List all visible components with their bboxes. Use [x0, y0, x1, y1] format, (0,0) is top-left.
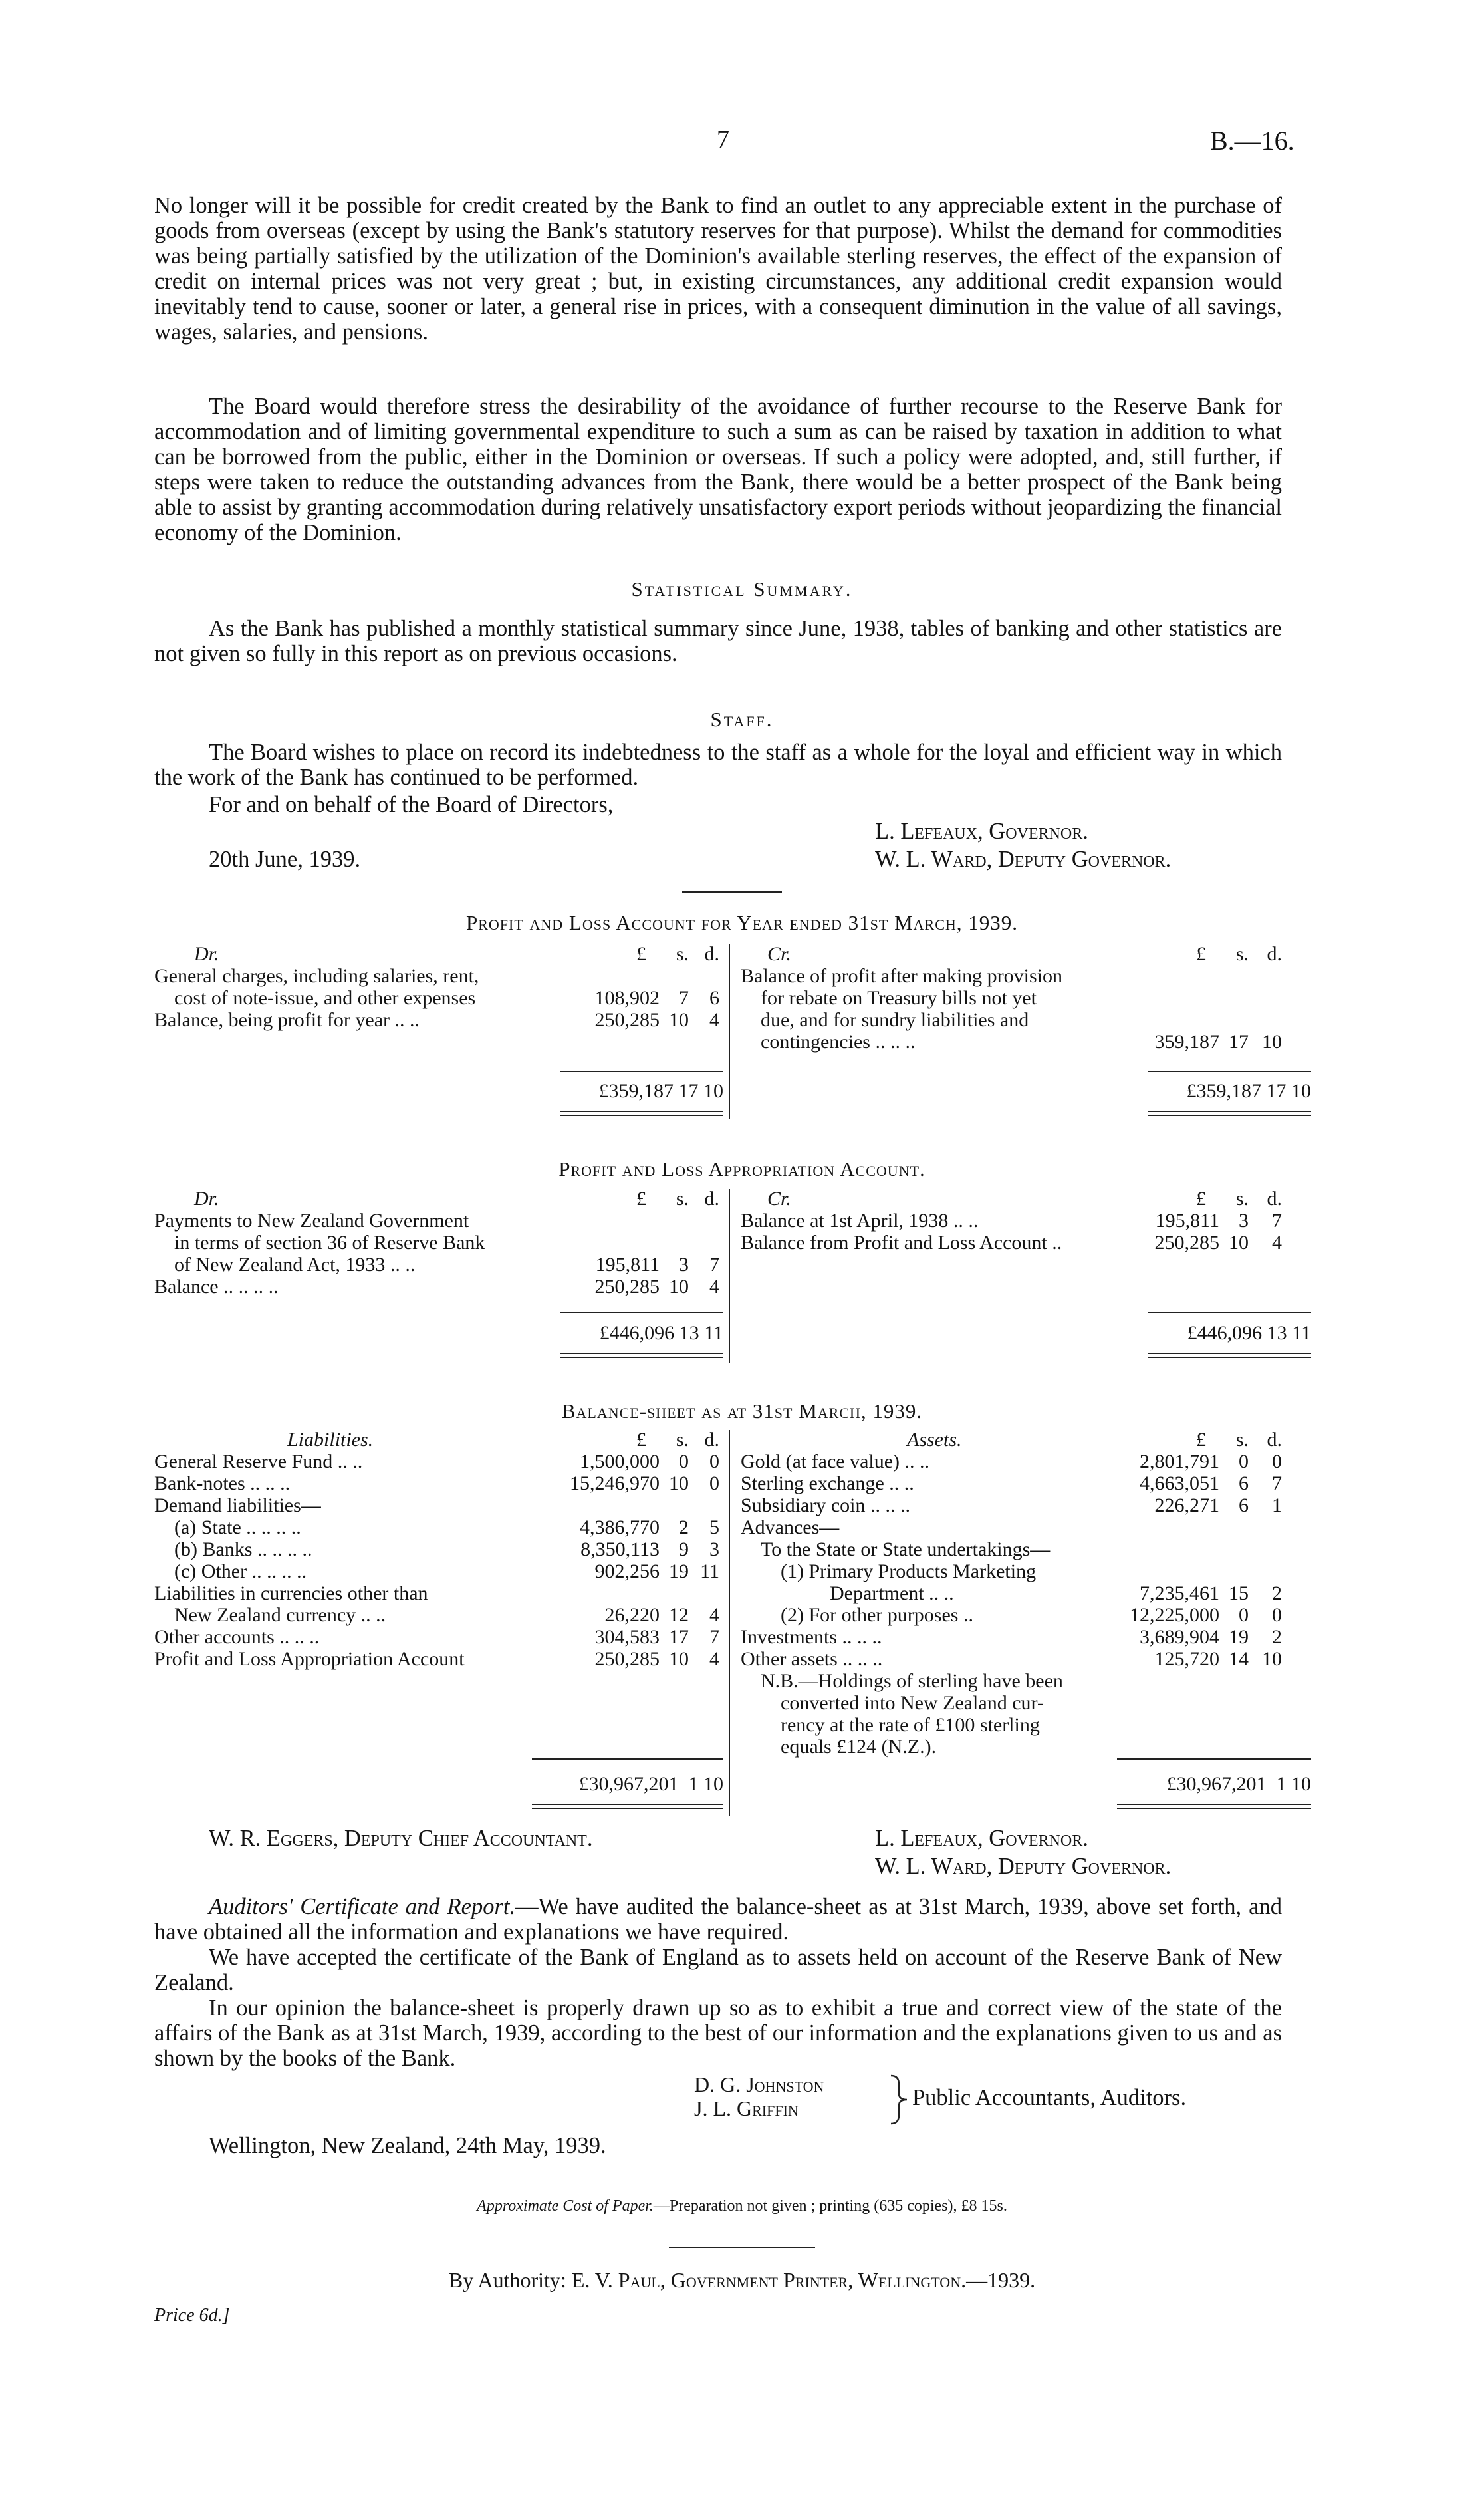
- col-shillings: s.: [676, 1188, 689, 1210]
- subtotal-rule: [1148, 1312, 1311, 1313]
- row-shillings: 7: [679, 987, 689, 1009]
- row-label: rency at the rate of £100 sterling: [781, 1714, 1040, 1736]
- table-row: [741, 1538, 1312, 1560]
- row-shillings: 14: [1229, 1648, 1249, 1670]
- row-shillings: 10: [1229, 1232, 1249, 1254]
- row-pence: 7: [1272, 1472, 1282, 1494]
- col-shillings: s.: [676, 1429, 689, 1451]
- row-pounds: 26,220: [604, 1604, 660, 1626]
- row-label: Balance at 1st April, 1938 .. ..: [741, 1210, 979, 1232]
- table-row: [741, 1516, 1312, 1538]
- table-row: [154, 1516, 726, 1538]
- appropriation-title: Profit and Loss Appropriation Account.: [558, 1157, 926, 1181]
- table-row: [154, 1276, 726, 1298]
- row-label: Sterling exchange .. ..: [741, 1472, 914, 1494]
- row-pence: 7: [1272, 1210, 1282, 1232]
- table-row: [741, 1626, 1312, 1648]
- profit-loss-credit-side: [741, 943, 1312, 1053]
- staff-text: The Board wishes to place on record its indebtedness to the staff as a whole for the loyal and efficient way in which the work of the Bank has continued to be performed.: [154, 740, 1282, 790]
- cr-label: Cr.: [767, 1188, 791, 1210]
- authority-prefix: By Authority:: [448, 2268, 566, 2292]
- auditors-paragraph-2: We have accepted the certificate of the Bank of England as to assets held on account of the Reserve Bank of New Zealand.: [154, 1945, 1282, 1995]
- table-row: [154, 1560, 726, 1582]
- row-pounds: 226,271: [1154, 1494, 1219, 1516]
- balance-sheet-total-right: £30,967,201 1 10: [1166, 1773, 1311, 1795]
- row-label: (2) For other purposes ..: [781, 1604, 973, 1626]
- table-row: [741, 1604, 1312, 1626]
- profit-loss-total-right: £359,187 17 10: [1186, 1080, 1311, 1102]
- row-pence: 0: [709, 1472, 719, 1494]
- col-pounds: £: [1196, 1188, 1206, 1210]
- table-row: [741, 1232, 1312, 1254]
- row-label: General charges, including salaries, rent,: [154, 965, 479, 987]
- col-shillings: s.: [676, 943, 689, 965]
- row-shillings: 3: [1239, 1210, 1249, 1232]
- row-pounds: 250,285: [1154, 1232, 1219, 1254]
- row-label: Other assets .. .. ..: [741, 1648, 883, 1670]
- row-pence: 4: [1272, 1232, 1282, 1254]
- subtotal-rule: [560, 1071, 723, 1072]
- row-label: Balance of profit after making provision: [741, 965, 1063, 987]
- row-shillings: 0: [1239, 1604, 1249, 1626]
- row-pounds: 250,285: [594, 1648, 660, 1670]
- total-double-rule: [1148, 1111, 1311, 1116]
- auditors-paragraph-1: [154, 1894, 1282, 1945]
- row-pence: 10: [1262, 1031, 1282, 1053]
- dr-label: Dr.: [194, 1188, 219, 1210]
- col-pence: d.: [1267, 1188, 1282, 1210]
- row-pence: 4: [709, 1009, 719, 1031]
- intro-paragraph-1: No longer will it be possible for credit created by the Bank to find an outlet to any appreciable extent in the purchase of goods from overseas (except by using the Bank's statutory reserves for that purpose). Whilst the demand for commodities was being partially satisfied by the utilization of the Dominion's available sterling reserves, the effect of the expansion of credit on internal prices was not very great ; but, in existing circumstances, any additional credit expansion would inevitably tend to cause, sooner or later, a general rise in prices, with a consequent diminution in the value of all savings, wages, salaries, and pensions.: [154, 193, 1282, 345]
- row-pounds: 195,811: [595, 1254, 660, 1276]
- cost-of-paper: [0, 2197, 1484, 2215]
- col-pence: d.: [704, 943, 719, 965]
- table-row: [741, 1648, 1312, 1670]
- cost-lead: Approximate Cost of Paper.: [477, 2197, 654, 2215]
- balance-sheet-liabilities: [154, 1429, 726, 1670]
- row-pounds: 7,235,461: [1140, 1582, 1219, 1604]
- table-row: [154, 1451, 726, 1472]
- signature-deputy-chief-accountant: W. R. Eggers, Deputy Chief Accountant.: [209, 1826, 593, 1851]
- row-pounds: 8,350,113: [580, 1538, 660, 1560]
- assets-heading: Assets.: [907, 1429, 962, 1451]
- row-shillings: 9: [679, 1538, 689, 1560]
- table-row: [741, 1472, 1312, 1494]
- row-shillings: 17: [1229, 1031, 1249, 1053]
- balance-sheet-title: Balance-sheet as at 31st March, 1939.: [561, 1399, 923, 1423]
- auditors-paragraph-3: In our opinion the balance-sheet is properly drawn up so as to exhibit a true and correct view of the state of the affairs of the Bank as at 31st March, 1939, according to the best of our information and the explanations given to us and as shown by the books of the Bank.: [154, 1995, 1282, 2071]
- row-pounds: 902,256: [594, 1560, 660, 1582]
- staff-heading: Staff.: [710, 708, 774, 731]
- row-pence: 11: [700, 1560, 719, 1582]
- row-pence: 7: [709, 1254, 719, 1276]
- row-label: (b) Banks .. .. .. ..: [174, 1538, 312, 1560]
- row-pounds: 1,500,000: [580, 1451, 660, 1472]
- row-pence: 3: [709, 1538, 719, 1560]
- subtotal-rule: [1148, 1071, 1311, 1072]
- col-shillings: s.: [1235, 943, 1249, 965]
- row-shillings: 17: [669, 1626, 689, 1648]
- row-pence: 4: [709, 1604, 719, 1626]
- row-label: contingencies .. .. ..: [761, 1031, 916, 1053]
- row-label: Liabilities in currencies other than: [154, 1582, 428, 1604]
- row-pence: 7: [709, 1626, 719, 1648]
- profit-loss-total-left: £359,187 17 10: [598, 1080, 723, 1102]
- row-label: Other accounts .. .. ..: [154, 1626, 320, 1648]
- balance-sheet-assets: [741, 1429, 1312, 1758]
- row-pence: 5: [709, 1516, 719, 1538]
- col-pounds: £: [636, 1188, 646, 1210]
- balance-signature-governor: L. Lefeaux, Governor.: [875, 1826, 1088, 1851]
- row-pounds: 359,187: [1154, 1031, 1219, 1053]
- col-pounds: £: [636, 1429, 646, 1451]
- row-pence: 0: [1272, 1604, 1282, 1626]
- table-row: [741, 1582, 1312, 1604]
- divider: [682, 891, 782, 893]
- table-row: [741, 987, 1312, 1009]
- total-double-rule: [1117, 1804, 1311, 1809]
- statistical-summary-heading: Statistical Summary.: [631, 577, 853, 601]
- row-shillings: 2: [679, 1516, 689, 1538]
- row-shillings: 19: [1229, 1626, 1249, 1648]
- row-pence: 0: [1272, 1451, 1282, 1472]
- col-pounds: £: [1196, 1429, 1206, 1451]
- signature-deputy-governor: W. L. Ward, Deputy Governor.: [875, 847, 1172, 872]
- subtotal-rule: [532, 1758, 723, 1760]
- table-row: [154, 1582, 726, 1604]
- table-row: [154, 1210, 726, 1232]
- table-row: [154, 1009, 726, 1031]
- dr-label: Dr.: [194, 943, 219, 965]
- table-row: [741, 1451, 1312, 1472]
- row-pounds: 195,811: [1155, 1210, 1219, 1232]
- report-date: 20th June, 1939.: [209, 847, 361, 872]
- table-row: [741, 1009, 1312, 1031]
- table-row: [154, 1648, 726, 1670]
- row-pounds: 4,386,770: [580, 1516, 660, 1538]
- row-shillings: 6: [1239, 1472, 1249, 1494]
- table-row: [154, 1232, 726, 1254]
- col-shillings: s.: [1235, 1429, 1249, 1451]
- row-shillings: 15: [1229, 1582, 1249, 1604]
- row-label: Balance .. .. .. ..: [154, 1276, 279, 1298]
- profit-loss-debit-side: [154, 943, 726, 1031]
- row-label: Investments .. .. ..: [741, 1626, 882, 1648]
- row-label: Subsidiary coin .. .. ..: [741, 1494, 910, 1516]
- row-pence: 4: [709, 1648, 719, 1670]
- price: Price 6d.]: [154, 2305, 230, 2326]
- row-shillings: 12: [669, 1604, 689, 1626]
- table-row: [741, 1494, 1312, 1516]
- row-label: New Zealand currency .. ..: [174, 1604, 386, 1626]
- row-shillings: 19: [669, 1560, 689, 1582]
- row-label: cost of note-issue, and other expenses: [174, 987, 476, 1009]
- row-label: Demand liabilities—: [154, 1494, 321, 1516]
- auditors-place-date: Wellington, New Zealand, 24th May, 1939.: [209, 2133, 606, 2158]
- column-divider: [729, 1189, 730, 1363]
- signature-governor: L. Lefeaux, Governor.: [875, 819, 1088, 844]
- row-shillings: 0: [1239, 1451, 1249, 1472]
- row-label: of New Zealand Act, 1933 .. ..: [174, 1254, 416, 1276]
- row-label: Advances—: [741, 1516, 840, 1538]
- table-row: [741, 1670, 1312, 1692]
- auditor-name-1: D. G. Johnston: [694, 2072, 824, 2096]
- appropriation-debit-side: [154, 1188, 726, 1298]
- column-divider: [729, 1430, 730, 1816]
- row-shillings: 10: [669, 1648, 689, 1670]
- subtotal-rule: [1117, 1758, 1311, 1760]
- auditors-text-1: —We have audited the balance-sheet as at 31st March, 1939, above set forth, and have obtained all the information and explanations we have required.: [154, 1894, 1282, 1945]
- row-label: Profit and Loss Appropriation Account: [154, 1648, 465, 1670]
- table-row: [154, 1494, 726, 1516]
- row-pounds: 304,583: [594, 1626, 660, 1648]
- row-pounds: 12,225,000: [1130, 1604, 1219, 1626]
- row-pounds: 4,663,051: [1140, 1472, 1219, 1494]
- row-pounds: 15,246,970: [570, 1472, 660, 1494]
- col-pence: d.: [1267, 943, 1282, 965]
- total-double-rule: [532, 1804, 723, 1809]
- col-pence: d.: [704, 1429, 719, 1451]
- row-label: Payments to New Zealand Government: [154, 1210, 469, 1232]
- table-row: [154, 1626, 726, 1648]
- cost-text: —Preparation not given ; printing (635 copies), £8 15s.: [653, 2197, 1007, 2215]
- row-label: N.B.—Holdings of sterling have been: [761, 1670, 1063, 1692]
- row-shillings: 3: [679, 1254, 689, 1276]
- profit-loss-title: Profit and Loss Account for Year ended 31st March, 1939.: [465, 911, 1019, 934]
- total-double-rule: [560, 1111, 723, 1116]
- row-label: Bank-notes .. .. ..: [154, 1472, 291, 1494]
- row-label: (c) Other .. .. .. ..: [174, 1560, 307, 1582]
- table-row: [741, 1736, 1312, 1758]
- table-row: [741, 1031, 1312, 1053]
- row-label: Department .. ..: [830, 1582, 954, 1604]
- appropriation-total-left: £446,096 13 11: [599, 1322, 723, 1344]
- row-label: (1) Primary Products Marketing: [781, 1560, 1037, 1582]
- row-pence: 1: [1272, 1494, 1282, 1516]
- row-label: for rebate on Treasury bills not yet: [761, 987, 1037, 1009]
- subtotal-rule: [560, 1312, 723, 1313]
- intro-paragraph-2: The Board would therefore stress the desirability of the avoidance of further recourse to the Reserve Bank for accommodation and of limiting governmental expenditure to such a sum as can be raised by taxation in addition to what can be borrowed from the public, either in the Dominion or overseas. If such a policy were adopted, and, still further, if steps were taken to reduce the outstanding advances from the Bank, there would be a better prospect of the Bank being able to assist by granting accommodation during relatively unsatisfactory export periods without jeopardizing the financial economy of the Dominion.: [154, 394, 1282, 545]
- auditors-role: Public Accountants, Auditors.: [912, 2085, 1187, 2110]
- table-row: [154, 1604, 726, 1626]
- row-label: Balance from Profit and Loss Account ..: [741, 1232, 1062, 1254]
- row-label: Gold (at face value) .. ..: [741, 1451, 930, 1472]
- row-pounds: 108,902: [594, 987, 660, 1009]
- total-double-rule: [560, 1353, 723, 1358]
- row-label: To the State or State undertakings—: [761, 1538, 1051, 1560]
- auditor-name-2: J. L. Griffin: [694, 2096, 799, 2120]
- row-pounds: 250,285: [594, 1009, 660, 1031]
- table-row: [741, 1692, 1312, 1714]
- table-row: [154, 1254, 726, 1276]
- auditors-lead: Auditors' Certificate and Report.: [209, 1894, 516, 1919]
- row-label: equals £124 (N.Z.).: [781, 1736, 937, 1758]
- statistical-summary-text: As the Bank has published a monthly statistical summary since June, 1938, tables of banking and other statistics are not given so fully in this report as on previous occasions.: [154, 616, 1282, 666]
- authority-text: E. V. Paul, Government Printer, Wellington.—1939.: [571, 2268, 1036, 2292]
- col-pounds: £: [636, 943, 646, 965]
- row-pence: 4: [709, 1276, 719, 1298]
- row-pence: 10: [1262, 1648, 1282, 1670]
- col-pounds: £: [1196, 943, 1206, 965]
- table-row: [741, 965, 1312, 987]
- row-label: General Reserve Fund .. ..: [154, 1451, 363, 1472]
- row-pounds: 2,801,791: [1140, 1451, 1219, 1472]
- column-divider: [729, 944, 730, 1119]
- appropriation-total-right: £446,096 13 11: [1187, 1322, 1311, 1344]
- balance-sheet-total-left: £30,967,201 1 10: [578, 1773, 723, 1795]
- row-shillings: 6: [1239, 1494, 1249, 1516]
- table-row: [154, 1538, 726, 1560]
- balance-signature-deputy-governor: W. L. Ward, Deputy Governor.: [875, 1854, 1172, 1879]
- page-number: 7: [717, 126, 729, 154]
- row-shillings: 10: [669, 1009, 689, 1031]
- row-pounds: 3,689,904: [1140, 1626, 1219, 1648]
- row-shillings: 0: [679, 1451, 689, 1472]
- row-label: converted into New Zealand cur-: [781, 1692, 1044, 1714]
- table-row: [741, 1560, 1312, 1582]
- row-pence: 2: [1272, 1626, 1282, 1648]
- table-row: [741, 1714, 1312, 1736]
- col-pence: d.: [1267, 1429, 1282, 1451]
- row-pounds: 125,720: [1154, 1648, 1219, 1670]
- row-pounds: 250,285: [594, 1276, 660, 1298]
- authority-line: [0, 2268, 1484, 2293]
- board-behalf-line: For and on behalf of the Board of Directors,: [209, 792, 614, 817]
- col-pence: d.: [704, 1188, 719, 1210]
- table-row: [154, 1472, 726, 1494]
- table-row: [741, 1210, 1312, 1232]
- row-pence: 0: [709, 1451, 719, 1472]
- row-label: in terms of section 36 of Reserve Bank: [174, 1232, 485, 1254]
- appropriation-credit-side: [741, 1188, 1312, 1254]
- row-shillings: 10: [669, 1472, 689, 1494]
- brace-icon: [888, 2074, 911, 2126]
- total-double-rule: [1148, 1353, 1311, 1358]
- col-shillings: s.: [1235, 1188, 1249, 1210]
- table-row: [154, 987, 726, 1009]
- document-reference: B.—16.: [1210, 126, 1295, 156]
- row-shillings: 10: [669, 1276, 689, 1298]
- row-pence: 2: [1272, 1582, 1282, 1604]
- table-row: [154, 965, 726, 987]
- cr-label: Cr.: [767, 943, 791, 965]
- footer-divider: [669, 2247, 815, 2248]
- row-label: (a) State .. .. .. ..: [174, 1516, 301, 1538]
- liabilities-heading: Liabilities.: [287, 1429, 374, 1451]
- row-label: Balance, being profit for year .. ..: [154, 1009, 420, 1031]
- row-pence: 6: [709, 987, 719, 1009]
- row-label: due, and for sundry liabilities and: [761, 1009, 1029, 1031]
